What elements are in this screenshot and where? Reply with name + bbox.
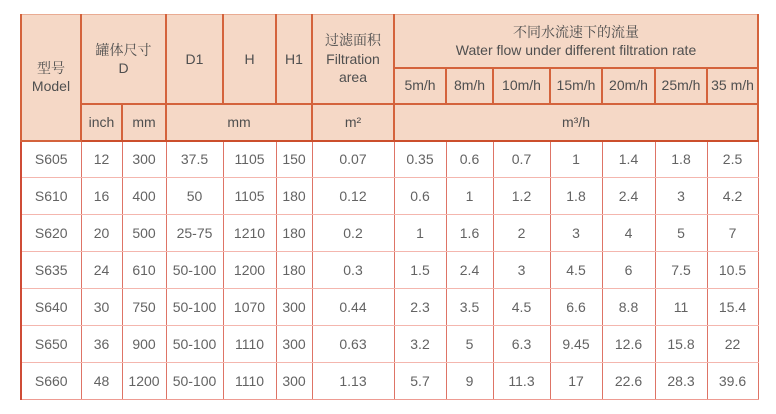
table-row (21, 178, 758, 215)
value-cell: 1200 (223, 252, 276, 289)
table-row (21, 289, 758, 326)
value-cell: 15.8 (655, 326, 707, 363)
value-cell: 7 (707, 215, 758, 252)
value-cell: 300 (276, 363, 312, 400)
model-cell: S635 (21, 252, 81, 289)
header-water-flow-en: Water flow under different filtration rate (455, 41, 697, 58)
value-cell: 1210 (223, 215, 276, 252)
value-cell: 0.35 (394, 141, 446, 178)
value-cell: 0.2 (312, 215, 394, 252)
value-cell: 39.6 (707, 363, 758, 400)
value-cell: 8.8 (602, 289, 655, 326)
value-cell: 22 (707, 326, 758, 363)
value-cell: 2.4 (446, 252, 493, 289)
header-filtration-en1: Filtration (326, 50, 380, 67)
value-cell: 50-100 (166, 289, 223, 326)
value-cell: 11.3 (493, 363, 550, 400)
value-cell: 1.4 (602, 141, 655, 178)
header-tank-zh: 罐体尺寸 (95, 41, 152, 58)
value-cell: 48 (81, 363, 122, 400)
value-cell: 16 (81, 178, 122, 215)
value-cell: 750 (122, 289, 166, 326)
value-cell: 300 (276, 326, 312, 363)
header-rate-10: 10m/h (493, 68, 550, 104)
value-cell: 180 (276, 252, 312, 289)
header-rate-35: 35 m/h (707, 68, 758, 104)
value-cell: 20 (81, 215, 122, 252)
unit-mm-dimensions: mm (166, 104, 312, 141)
value-cell: 6 (602, 252, 655, 289)
value-cell: 1 (550, 141, 602, 178)
table-row (21, 363, 758, 400)
value-cell: 500 (122, 215, 166, 252)
table-body (21, 141, 758, 400)
table-row (21, 215, 758, 252)
value-cell: 12.6 (602, 326, 655, 363)
value-cell: 3.5 (446, 289, 493, 326)
model-cell: S640 (21, 289, 81, 326)
table-row (21, 252, 758, 289)
value-cell: 9.45 (550, 326, 602, 363)
header-rate-20: 20m/h (602, 68, 655, 104)
value-cell: 610 (122, 252, 166, 289)
header-model (21, 15, 81, 141)
header-water-flow-zh: 不同水流速下的流量 (513, 23, 640, 40)
table-row (21, 326, 758, 363)
unit-square-meters: m² (312, 104, 394, 141)
value-cell: 37.5 (166, 141, 223, 178)
header-rate-5: 5m/h (394, 68, 446, 104)
header-water-flow (394, 15, 758, 68)
value-cell: 28.3 (655, 363, 707, 400)
value-cell: 4 (602, 215, 655, 252)
value-cell: 150 (276, 141, 312, 178)
unit-inch: inch (81, 104, 122, 141)
value-cell: 1110 (223, 363, 276, 400)
table-header (21, 15, 758, 141)
header-filtration-en2: area (338, 68, 368, 85)
value-cell: 4.2 (707, 178, 758, 215)
value-cell: 0.6 (446, 141, 493, 178)
value-cell: 4.5 (493, 289, 550, 326)
value-cell: 1.8 (550, 178, 602, 215)
value-cell: 3 (493, 252, 550, 289)
value-cell: 12 (81, 141, 122, 178)
model-cell: S605 (21, 141, 81, 178)
header-filtration-zh: 过滤面积 (325, 32, 381, 49)
value-cell: 50 (166, 178, 223, 215)
value-cell: 30 (81, 289, 122, 326)
header-h: H (223, 15, 276, 104)
header-h1: H1 (276, 15, 312, 104)
header-rate-8: 8m/h (446, 68, 493, 104)
header-model-en: Model (31, 78, 71, 95)
table-row (21, 141, 758, 178)
value-cell: 15.4 (707, 289, 758, 326)
value-cell: 1.8 (655, 141, 707, 178)
value-cell: 180 (276, 215, 312, 252)
value-cell: 0.12 (312, 178, 394, 215)
value-cell: 900 (122, 326, 166, 363)
value-cell: 3 (550, 215, 602, 252)
model-cell: S620 (21, 215, 81, 252)
value-cell: 1.5 (394, 252, 446, 289)
value-cell: 50-100 (166, 326, 223, 363)
unit-mm-diameter: mm (122, 104, 166, 141)
header-d1: D1 (166, 15, 223, 104)
value-cell: 2.5 (707, 141, 758, 178)
value-cell: 50-100 (166, 363, 223, 400)
value-cell: 5 (446, 326, 493, 363)
value-cell: 0.6 (394, 178, 446, 215)
value-cell: 24 (81, 252, 122, 289)
value-cell: 1.13 (312, 363, 394, 400)
model-cell: S610 (21, 178, 81, 215)
value-cell: 6.6 (550, 289, 602, 326)
value-cell: 2 (493, 215, 550, 252)
value-cell: 1200 (122, 363, 166, 400)
header-rate-15: 15m/h (550, 68, 602, 104)
value-cell: 1105 (223, 178, 276, 215)
value-cell: 400 (122, 178, 166, 215)
value-cell: 3 (655, 178, 707, 215)
value-cell: 25-75 (166, 215, 223, 252)
value-cell: 0.7 (493, 141, 550, 178)
header-filtration-area (312, 15, 394, 104)
header-tank-en: D (118, 59, 129, 76)
spec-table-container (20, 14, 759, 400)
value-cell: 4.5 (550, 252, 602, 289)
value-cell: 300 (276, 289, 312, 326)
value-cell: 1 (394, 215, 446, 252)
value-cell: 0.44 (312, 289, 394, 326)
value-cell: 0.3 (312, 252, 394, 289)
value-cell: 2.4 (602, 178, 655, 215)
value-cell: 22.6 (602, 363, 655, 400)
value-cell: 9 (446, 363, 493, 400)
value-cell: 10.5 (707, 252, 758, 289)
value-cell: 3.2 (394, 326, 446, 363)
value-cell: 1.6 (446, 215, 493, 252)
unit-cubic-meters-per-hour: m³/h (394, 104, 758, 141)
value-cell: 36 (81, 326, 122, 363)
header-tank-size (81, 15, 166, 104)
value-cell: 1 (446, 178, 493, 215)
header-model-zh: 型号 (37, 60, 65, 77)
value-cell: 7.5 (655, 252, 707, 289)
header-row-groups (21, 15, 758, 68)
value-cell: 5 (655, 215, 707, 252)
value-cell: 0.63 (312, 326, 394, 363)
header-row-units (21, 104, 758, 141)
model-cell: S650 (21, 326, 81, 363)
header-rate-25: 25m/h (655, 68, 707, 104)
value-cell: 1.2 (493, 178, 550, 215)
value-cell: 300 (122, 141, 166, 178)
value-cell: 2.3 (394, 289, 446, 326)
value-cell: 1105 (223, 141, 276, 178)
value-cell: 180 (276, 178, 312, 215)
value-cell: 17 (550, 363, 602, 400)
value-cell: 6.3 (493, 326, 550, 363)
value-cell: 1110 (223, 326, 276, 363)
value-cell: 1070 (223, 289, 276, 326)
value-cell: 11 (655, 289, 707, 326)
value-cell: 0.07 (312, 141, 394, 178)
filtration-spec-table (20, 14, 759, 400)
model-cell: S660 (21, 363, 81, 400)
value-cell: 5.7 (394, 363, 446, 400)
value-cell: 50-100 (166, 252, 223, 289)
